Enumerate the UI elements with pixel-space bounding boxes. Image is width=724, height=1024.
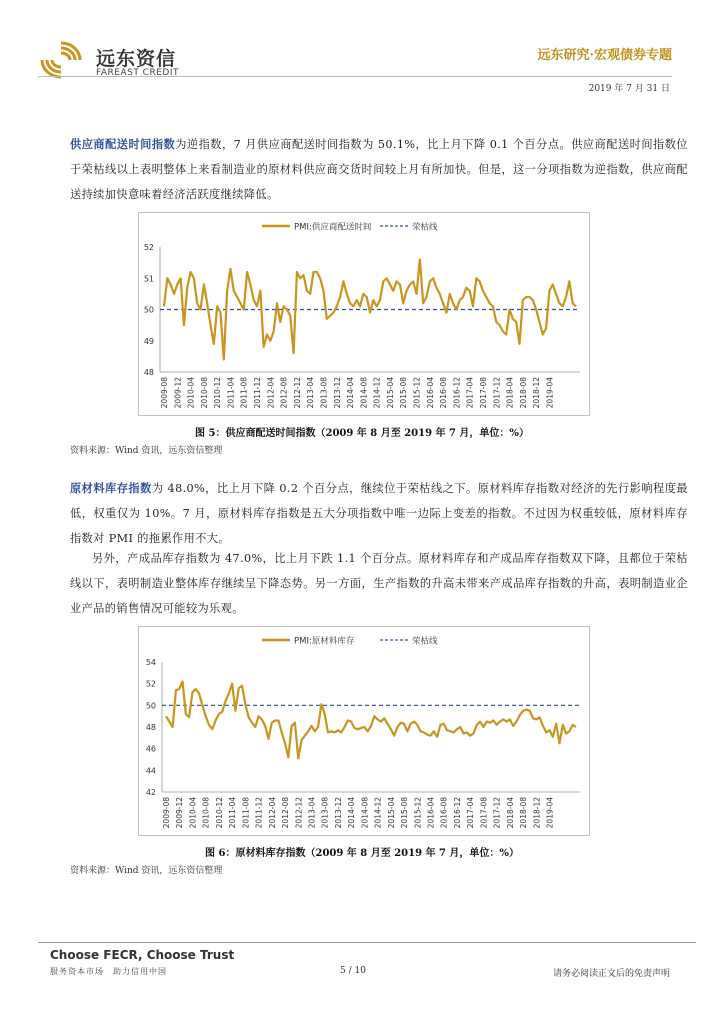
x-tick-label: 2010-12 bbox=[214, 797, 224, 829]
x-tick-label: 2010-08 bbox=[199, 377, 209, 409]
y-tick-label: 50 bbox=[145, 701, 156, 711]
x-tick-label: 2011-08 bbox=[239, 377, 249, 409]
x-tick-label: 2010-04 bbox=[186, 377, 196, 409]
x-tick-label: 2009-12 bbox=[173, 377, 183, 409]
footer-disclaimer: 请务必阅读正文后的免责声明 bbox=[552, 969, 670, 979]
y-tick-label: 44 bbox=[145, 766, 156, 776]
x-tick-label: 2013-08 bbox=[320, 797, 330, 829]
figure-6-source: 资料来源：Wind 资讯，远东资信整理 bbox=[70, 866, 223, 876]
x-tick-label: 2016-08 bbox=[439, 377, 449, 409]
x-tick-label: 2015-12 bbox=[412, 377, 422, 409]
x-tick-label: 2011-04 bbox=[228, 797, 238, 829]
chart-raw-material-inventory bbox=[138, 626, 590, 836]
x-tick-label: 2010-04 bbox=[188, 797, 198, 829]
x-tick-label: 2016-08 bbox=[439, 797, 449, 829]
y-tick-label: 48 bbox=[143, 368, 154, 377]
x-tick-label: 2010-08 bbox=[201, 797, 211, 829]
x-tick-label: 2014-08 bbox=[359, 377, 369, 409]
x-tick-label: 2012-08 bbox=[281, 797, 291, 829]
x-tick-label: 2011-08 bbox=[241, 797, 251, 829]
legend-series-label: PMI:原材料库存 bbox=[294, 636, 355, 647]
x-tick-label: 2013-04 bbox=[306, 377, 316, 409]
paragraph-supplier-delivery bbox=[70, 132, 688, 207]
x-tick-label: 2013-12 bbox=[333, 797, 343, 829]
x-tick-label: 2015-12 bbox=[413, 797, 423, 829]
x-tick-label: 2012-04 bbox=[267, 797, 277, 829]
footer-divider bbox=[38, 942, 696, 943]
x-tick-label: 2013-08 bbox=[319, 377, 329, 409]
header-divider bbox=[38, 76, 672, 77]
fareast-logo-icon bbox=[38, 40, 84, 80]
x-tick-label: 2017-04 bbox=[466, 797, 476, 829]
x-tick-label: 2011-12 bbox=[253, 377, 263, 409]
x-tick-label: 2013-12 bbox=[332, 377, 342, 409]
paragraph-finished-goods-inventory: 另外，产成品库存指数为 47.0%，比上月下跌 1.1 个百分点。原材料库存和产成品库存指数双下降，且都位于荣枯线以下，表明制造业整体库存继续呈下降态势。另一方面，生产指数的升高未带来产成品库存指数的升高，表明制造业企业产品的销售情况可能较为乐观。 bbox=[70, 552, 688, 615]
x-tick-label: 2019-04 bbox=[545, 377, 555, 409]
x-tick-label: 2016-12 bbox=[452, 797, 462, 829]
x-tick-label: 2014-12 bbox=[373, 797, 383, 829]
x-tick-label: 2018-04 bbox=[505, 797, 515, 829]
x-tick-label: 2017-12 bbox=[492, 797, 502, 829]
paragraph-text: 为 48.0%，比上月下降 0.2 个百分点，继续位于荣枯线之下。原材料库存指数对经济的先行影响程度最低，权重仅为 10%。7 月，原材料库存指数是五大分项指数中唯一边际上变差的指数。不过因为权重较低，原材料库存指数对 PMI 的拖累作用不大。 bbox=[70, 482, 688, 545]
x-tick-label: 2016-04 bbox=[425, 377, 435, 409]
page-number: 5 / 10 bbox=[340, 966, 366, 976]
chart-supplier-delivery-time bbox=[138, 212, 590, 416]
x-tick-label: 2017-04 bbox=[465, 377, 475, 409]
x-tick-label: 2012-08 bbox=[279, 377, 289, 409]
x-tick-label: 2018-08 bbox=[519, 797, 529, 829]
report-date: 2019 年 7 月 31 日 bbox=[588, 84, 670, 94]
x-tick-label: 2015-04 bbox=[385, 377, 395, 409]
x-tick-label: 2014-08 bbox=[360, 797, 370, 829]
figure-5-caption: 图 5：供应商配送时间指数（2009 年 8 月至 2019 年 7 月，单位：%） bbox=[195, 428, 529, 439]
legend-baseline-label: 荣枯线 bbox=[412, 222, 438, 233]
paragraph-raw-material-inventory bbox=[70, 476, 688, 551]
y-tick-label: 52 bbox=[145, 679, 156, 689]
y-tick-label: 54 bbox=[145, 658, 156, 667]
report-series-title: 远东研究·宏观债券专题 bbox=[537, 48, 672, 63]
x-tick-label: 2011-04 bbox=[226, 377, 236, 409]
x-tick-label: 2017-08 bbox=[478, 377, 488, 409]
x-tick-label: 2011-12 bbox=[254, 797, 264, 829]
x-tick-label: 2015-04 bbox=[386, 797, 396, 829]
x-tick-label: 2009-12 bbox=[175, 797, 185, 829]
x-tick-label: 2014-04 bbox=[347, 797, 357, 829]
y-tick-label: 42 bbox=[145, 788, 156, 797]
x-tick-label: 2018-12 bbox=[532, 377, 542, 409]
x-tick-label: 2018-08 bbox=[518, 377, 528, 409]
x-tick-label: 2018-04 bbox=[505, 377, 515, 409]
x-tick-label: 2014-04 bbox=[346, 377, 356, 409]
y-tick-label: 48 bbox=[145, 723, 156, 732]
x-tick-label: 2012-12 bbox=[292, 377, 302, 409]
brand-name-en: FAREAST CREDIT bbox=[96, 68, 179, 78]
x-tick-label: 2015-08 bbox=[399, 377, 409, 409]
x-tick-label: 2013-04 bbox=[307, 797, 317, 829]
paragraph-text: 为逆指数，7 月供应商配送时间指数为 50.1%，比上月下降 0.1 个百分点。供应商配送时间指数位于荣枯线以上表明整体上来看制造业的原材料供应商交货时间较上月有所加快。但是，这一分项指数为逆指数，供应商配送持续加快意味着经济活跃度继续降低。 bbox=[70, 138, 688, 201]
footer-tagline: 服务资本市场 助力信用中国 bbox=[50, 967, 167, 976]
x-tick-label: 2014-12 bbox=[372, 377, 382, 409]
y-tick-label: 50 bbox=[143, 305, 154, 315]
x-tick-label: 2012-04 bbox=[266, 377, 276, 409]
footer-brand-slogan: Choose FECR, Choose Trust bbox=[50, 948, 235, 962]
x-tick-label: 2017-08 bbox=[479, 797, 489, 829]
x-tick-label: 2012-12 bbox=[294, 797, 304, 829]
x-tick-label: 2016-04 bbox=[426, 797, 436, 829]
paragraph-highlight: 供应商配送时间指数 bbox=[70, 137, 176, 151]
y-tick-label: 46 bbox=[145, 744, 156, 754]
y-tick-label: 52 bbox=[143, 243, 154, 252]
x-tick-label: 2017-12 bbox=[492, 377, 502, 409]
x-tick-label: 2018-12 bbox=[532, 797, 542, 829]
legend-baseline-label: 荣枯线 bbox=[412, 636, 438, 647]
y-tick-label: 49 bbox=[143, 336, 154, 346]
x-tick-label: 2009-08 bbox=[160, 377, 169, 409]
figure-6-caption: 图 6：原材料库存指数（2009 年 8 月至 2019 年 7 月，单位：%） bbox=[205, 848, 519, 859]
paragraph-highlight: 原材料库存指数 bbox=[70, 481, 152, 495]
x-tick-label: 2019-04 bbox=[545, 797, 555, 829]
y-tick-label: 51 bbox=[143, 274, 154, 284]
x-tick-label: 2009-08 bbox=[162, 797, 171, 829]
legend-series-label: PMI:供应商配送时间 bbox=[294, 222, 372, 233]
x-tick-label: 2010-12 bbox=[213, 377, 223, 409]
brand-name-cn: 远东资信 bbox=[96, 48, 177, 70]
figure-5-source: 资料来源：Wind 资讯，远东资信整理 bbox=[70, 446, 223, 456]
x-tick-label: 2015-08 bbox=[400, 797, 410, 829]
x-tick-label: 2016-12 bbox=[452, 377, 462, 409]
